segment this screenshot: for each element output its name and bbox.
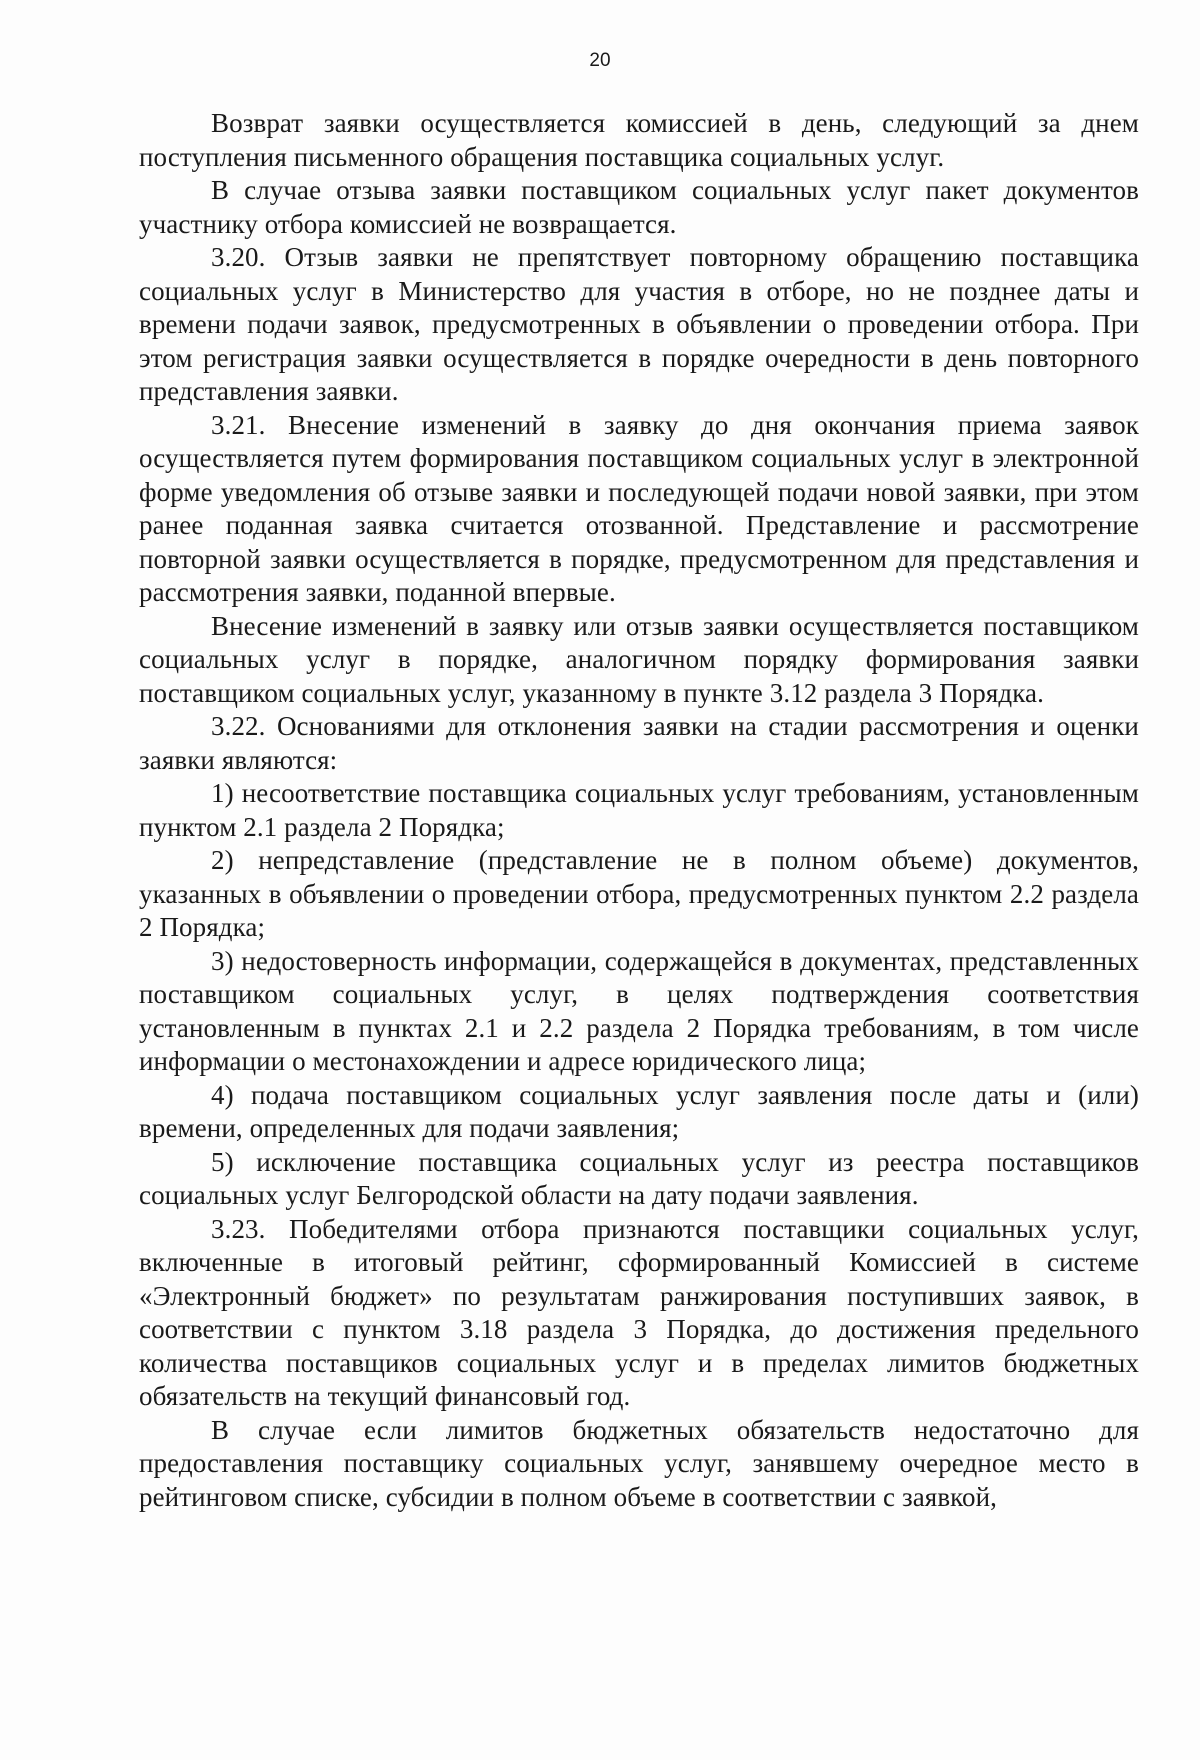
list-item-3: 3) недостоверность информации, содержащейся в документах, представленных поставщиком социальных услуг, в целях подтверждения соответствия установленным в пунктах 2.1 и 2.2 раздела 2 Порядка требованиям, в том числе информации о местонахождении и адресе юридического лица;: [139, 945, 1139, 1076]
list-item-2: 2) непредставление (представление не в полном объеме) документов, указанных в объявлении о проведении отбора, предусмотренных пунктом 2.2 раздела 2 Порядка;: [139, 845, 1139, 942]
paragraph-3-21: 3.21. Внесение изменений в заявку до дня окончания приема заявок осуществляется путем формирования поставщиком социальных услуг в электронной форме уведомления об отзыве заявки и последующей подачи новой заявки, при этом ранее поданная заявка считается отозванной. Представление и рассмотрение повторной заявки осуществляется в порядке, предусмотренном для представления и рассмотрения заявки, поданной впервые.: [139, 409, 1139, 607]
paragraph-3-22: 3.22. Основаниями для отклонения заявки на стадии рассмотрения и оценки заявки являются:: [139, 711, 1139, 775]
paragraph-changes-or-withdrawal: Внесение изменений в заявку или отзыв заявки осуществляется поставщиком социальных услуг в порядке, аналогичном порядку формирования заявки поставщиком социальных услуг, указанному в пункте 3.12 раздела 3 Порядка.: [139, 610, 1139, 708]
paragraph-documents-not-returned: В случае отзыва заявки поставщиком социальных услуг пакет документов участнику отбора комиссией не возвращается.: [139, 175, 1139, 239]
list-item-5: 5) исключение поставщика социальных услуг из реестра поставщиков социальных услуг Белгородской области на дату подачи заявления.: [139, 1146, 1139, 1210]
paragraph-return-of-application: Возврат заявки осуществляется комиссией в день, следующий за днем поступления письменного обращения поставщика социальных услуг.: [139, 108, 1139, 172]
paragraph-3-20: 3.20. Отзыв заявки не препятствует повторному обращению поставщика социальных услуг в Министерство для участия в отборе, но не позднее даты и времени подачи заявок, предусмотренных в объявлении о проведении отбора. При этом регистрация заявки осуществляется в порядке очередности в день повторного представления заявки.: [139, 242, 1139, 406]
document-body: [139, 107, 1139, 1514]
page-number: 20: [589, 50, 611, 71]
paragraph-insufficient-limits: В случае если лимитов бюджетных обязательств недостаточно для предоставления поставщику социальных услуг, занявшему очередное место в рейтинговом списке, субсидии в полном объеме в соответствии с заявкой,: [139, 1414, 1139, 1512]
list-item-4: 4) подача поставщиком социальных услуг заявления после даты и (или) времени, определенных для подачи заявления;: [139, 1079, 1139, 1143]
paragraph-3-23: 3.23. Победителями отбора признаются поставщики социальных услуг, включенные в итоговый рейтинг, сформированный Комиссией в системе «Электронный бюджет» по результатам ранжирования поступивших заявок, в соответствии с пунктом 3.18 раздела 3 Порядка, до достижения предельного количества поставщиков социальных услуг и в пределах лимитов бюджетных обязательств на текущий финансовый год.: [139, 1213, 1139, 1411]
list-item-1: 1) несоответствие поставщика социальных услуг требованиям, установленным пунктом 2.1 раздела 2 Порядка;: [139, 778, 1139, 842]
